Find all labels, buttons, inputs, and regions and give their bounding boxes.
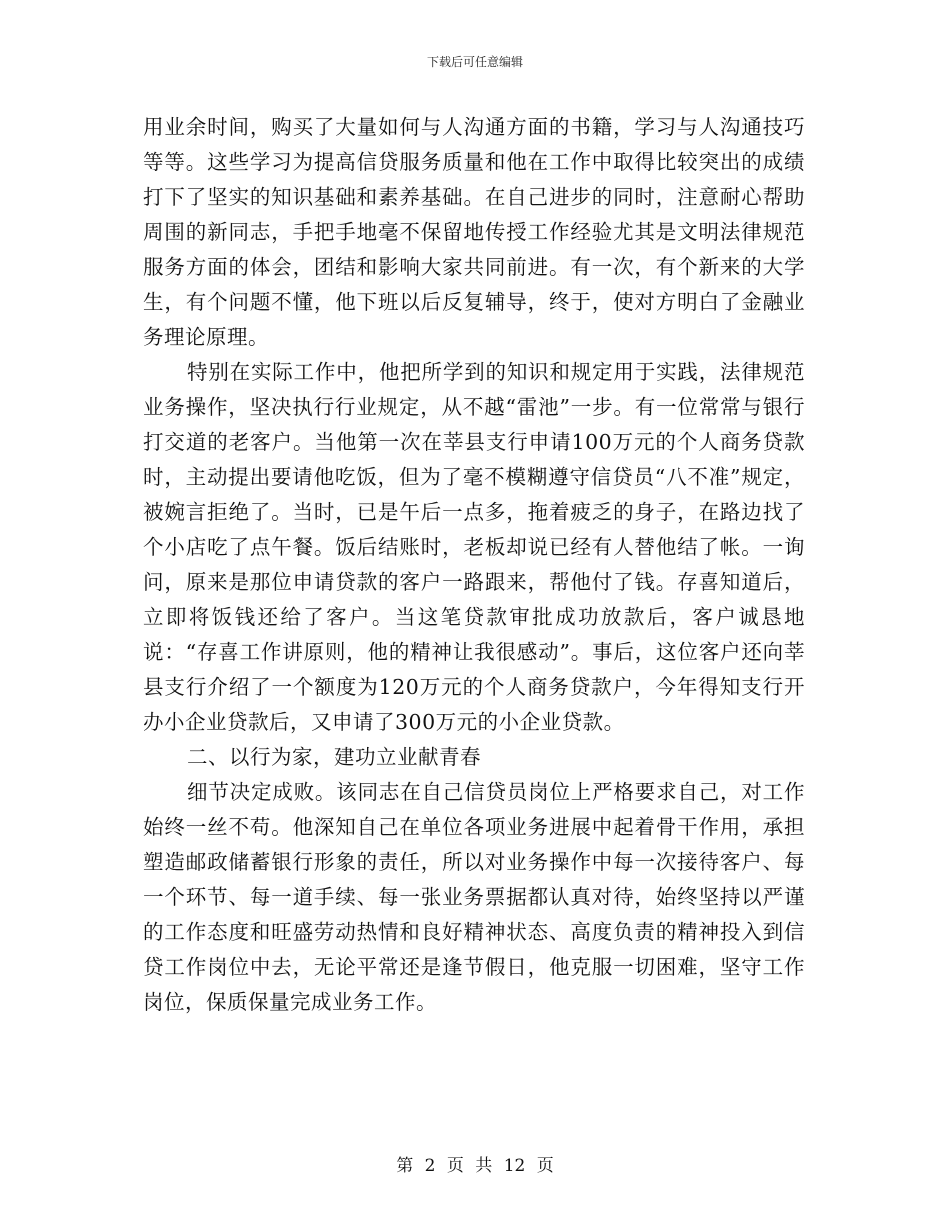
- paragraph-continuation: 用业余时间，购买了大量如何与人沟通方面的书籍，学习与人沟通技巧等等。这些学习为提高信贷服务质量和他在工作中取得比较突出的成绩打下了坚实的知识基础和素养基础。在自己进步的同时，注意耐心帮助周围的新同志，手把手地毫不保留地传授工作经验尤其是文明法律规范服务方面的体会，团结和影响大家共同前进。有一次，有个新来的大学生，有个问题不懂，他下班以后反复辅导，终于，使对方明白了金融业务理论原理。: [143, 115, 805, 349]
- page-label-prefix: 第: [396, 1156, 414, 1176]
- paragraph-practice: 特别在实际工作中，他把所学到的知识和规定用于实践，法律规范业务操作，坚决执行行业规定，从不越“雷池”一步。有一位常常与银行打交道的老客户。当他第一次在莘县支行申请100万元的个人商务贷款时，主动提出要请他吃饭，但为了毫不模糊遵守信贷员“八不准”规定，被婉言拒绝了。当时，已是午后一点多，拖着疲乏的身子，在路边找了个小店吃了点午餐。饭后结账时，老板却说已经有人替他结了帐。一询问，原来是那位申请贷款的客户一路跟来，帮他付了钱。存喜知道后，立即将饭钱还给了客户。当这笔贷款审批成功放款后，客户诚恳地说：“存喜工作讲原则，他的精神让我很感动”。事后，这位客户还向莘县支行介绍了一个额度为120万元的个人商务贷款户，今年得知支行开办小企业贷款后，又申请了300万元的小企业贷款。: [143, 360, 805, 734]
- current-page-number: 2: [424, 1156, 436, 1176]
- paragraph-details: 细节决定成败。该同志在自己信贷员岗位上严格要求自己，对工作始终一丝不苟。他深知自己在单位各项业务进展中起着骨干作用，承担塑造邮政储蓄银行形象的责任，所以对业务操作中每一次接待客户、每一个环节、每一道手续、每一张业务票据都认真对待，始终坚持以严谨的工作态度和旺盛劳动热情和良好精神状态、高度负责的精神投入到信贷工作岗位中去，无论平常还是逢节假日，他克服一切困难，坚守工作岗位，保质保量完成业务工作。: [143, 780, 805, 1014]
- page-footer: [0, 1154, 950, 1178]
- page-label-mid: 页: [446, 1156, 464, 1176]
- section-heading: 二、以行为家，建功立业献青春: [187, 745, 481, 769]
- document-body: [143, 110, 805, 1020]
- total-label: 共: [475, 1156, 493, 1176]
- total-pages-number: 12: [503, 1156, 526, 1176]
- page-header: 下载后可任意编辑: [426, 55, 523, 69]
- page-label-suffix: 页: [536, 1156, 554, 1176]
